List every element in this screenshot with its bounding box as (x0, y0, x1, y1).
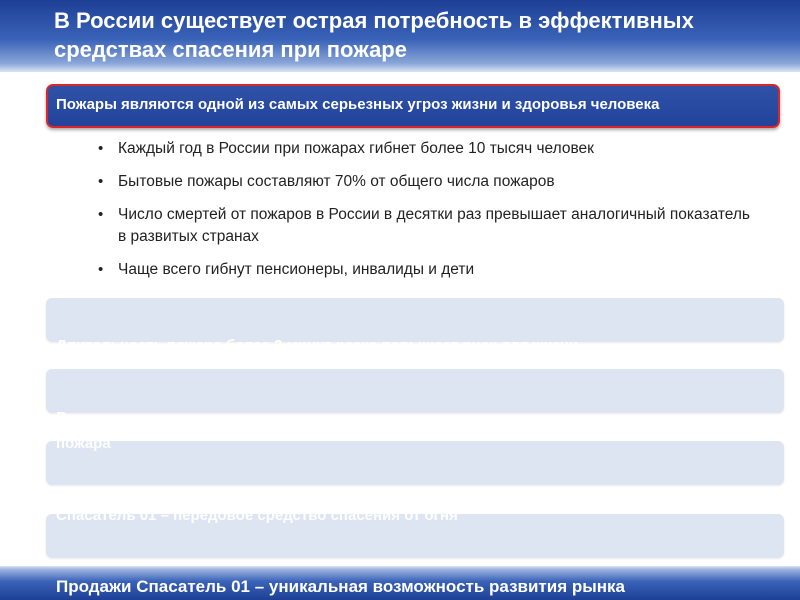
bullet-item (96, 171, 756, 193)
bullet-dot: • (98, 140, 104, 157)
faded-text-4: Спасатель 01 – передовое средство спасения от огня (56, 507, 458, 524)
bullet-item (96, 204, 756, 248)
bullet-list (96, 138, 756, 292)
bullet-text: Каждый год в России при пожарах гибнет более 10 тысяч человек (118, 140, 594, 157)
footer-bar (0, 566, 800, 600)
page-title: В России существует острая потребность в эффективных средствах спасения при пожаре (54, 8, 694, 62)
faded-text-2: В (56, 409, 67, 426)
bullet-text: Бытовые пожары составляют 70% от общего числа пожаров (118, 173, 555, 190)
bullet-dot: • (98, 173, 104, 190)
faded-text-3: пожара (56, 435, 111, 452)
faded-text-1: Длительность пожара более 3 минут резко повышает риск для жизни (56, 337, 579, 354)
collapsed-box-1 (46, 298, 784, 342)
bullet-dot: • (98, 206, 104, 223)
bullet-item (96, 259, 756, 281)
footer-text: Продажи Спасатель 01 – уникальная возможность развития рынка (56, 577, 625, 596)
highlight-text: Пожары являются одной из самых серьезных угроз жизни и здоровья человека (56, 96, 660, 113)
bullet-dot: • (98, 261, 104, 278)
bullet-text: Чаще всего гибнут пенсионеры, инвалиды и дети (118, 261, 475, 278)
header-bar (0, 0, 800, 72)
bullet-item (96, 138, 756, 160)
collapsed-box-2 (46, 369, 784, 413)
bullet-text: Число смертей от пожаров в России в десятки раз превышает аналогичный показатель в развитых странах (118, 206, 750, 245)
highlight-box (46, 84, 780, 128)
